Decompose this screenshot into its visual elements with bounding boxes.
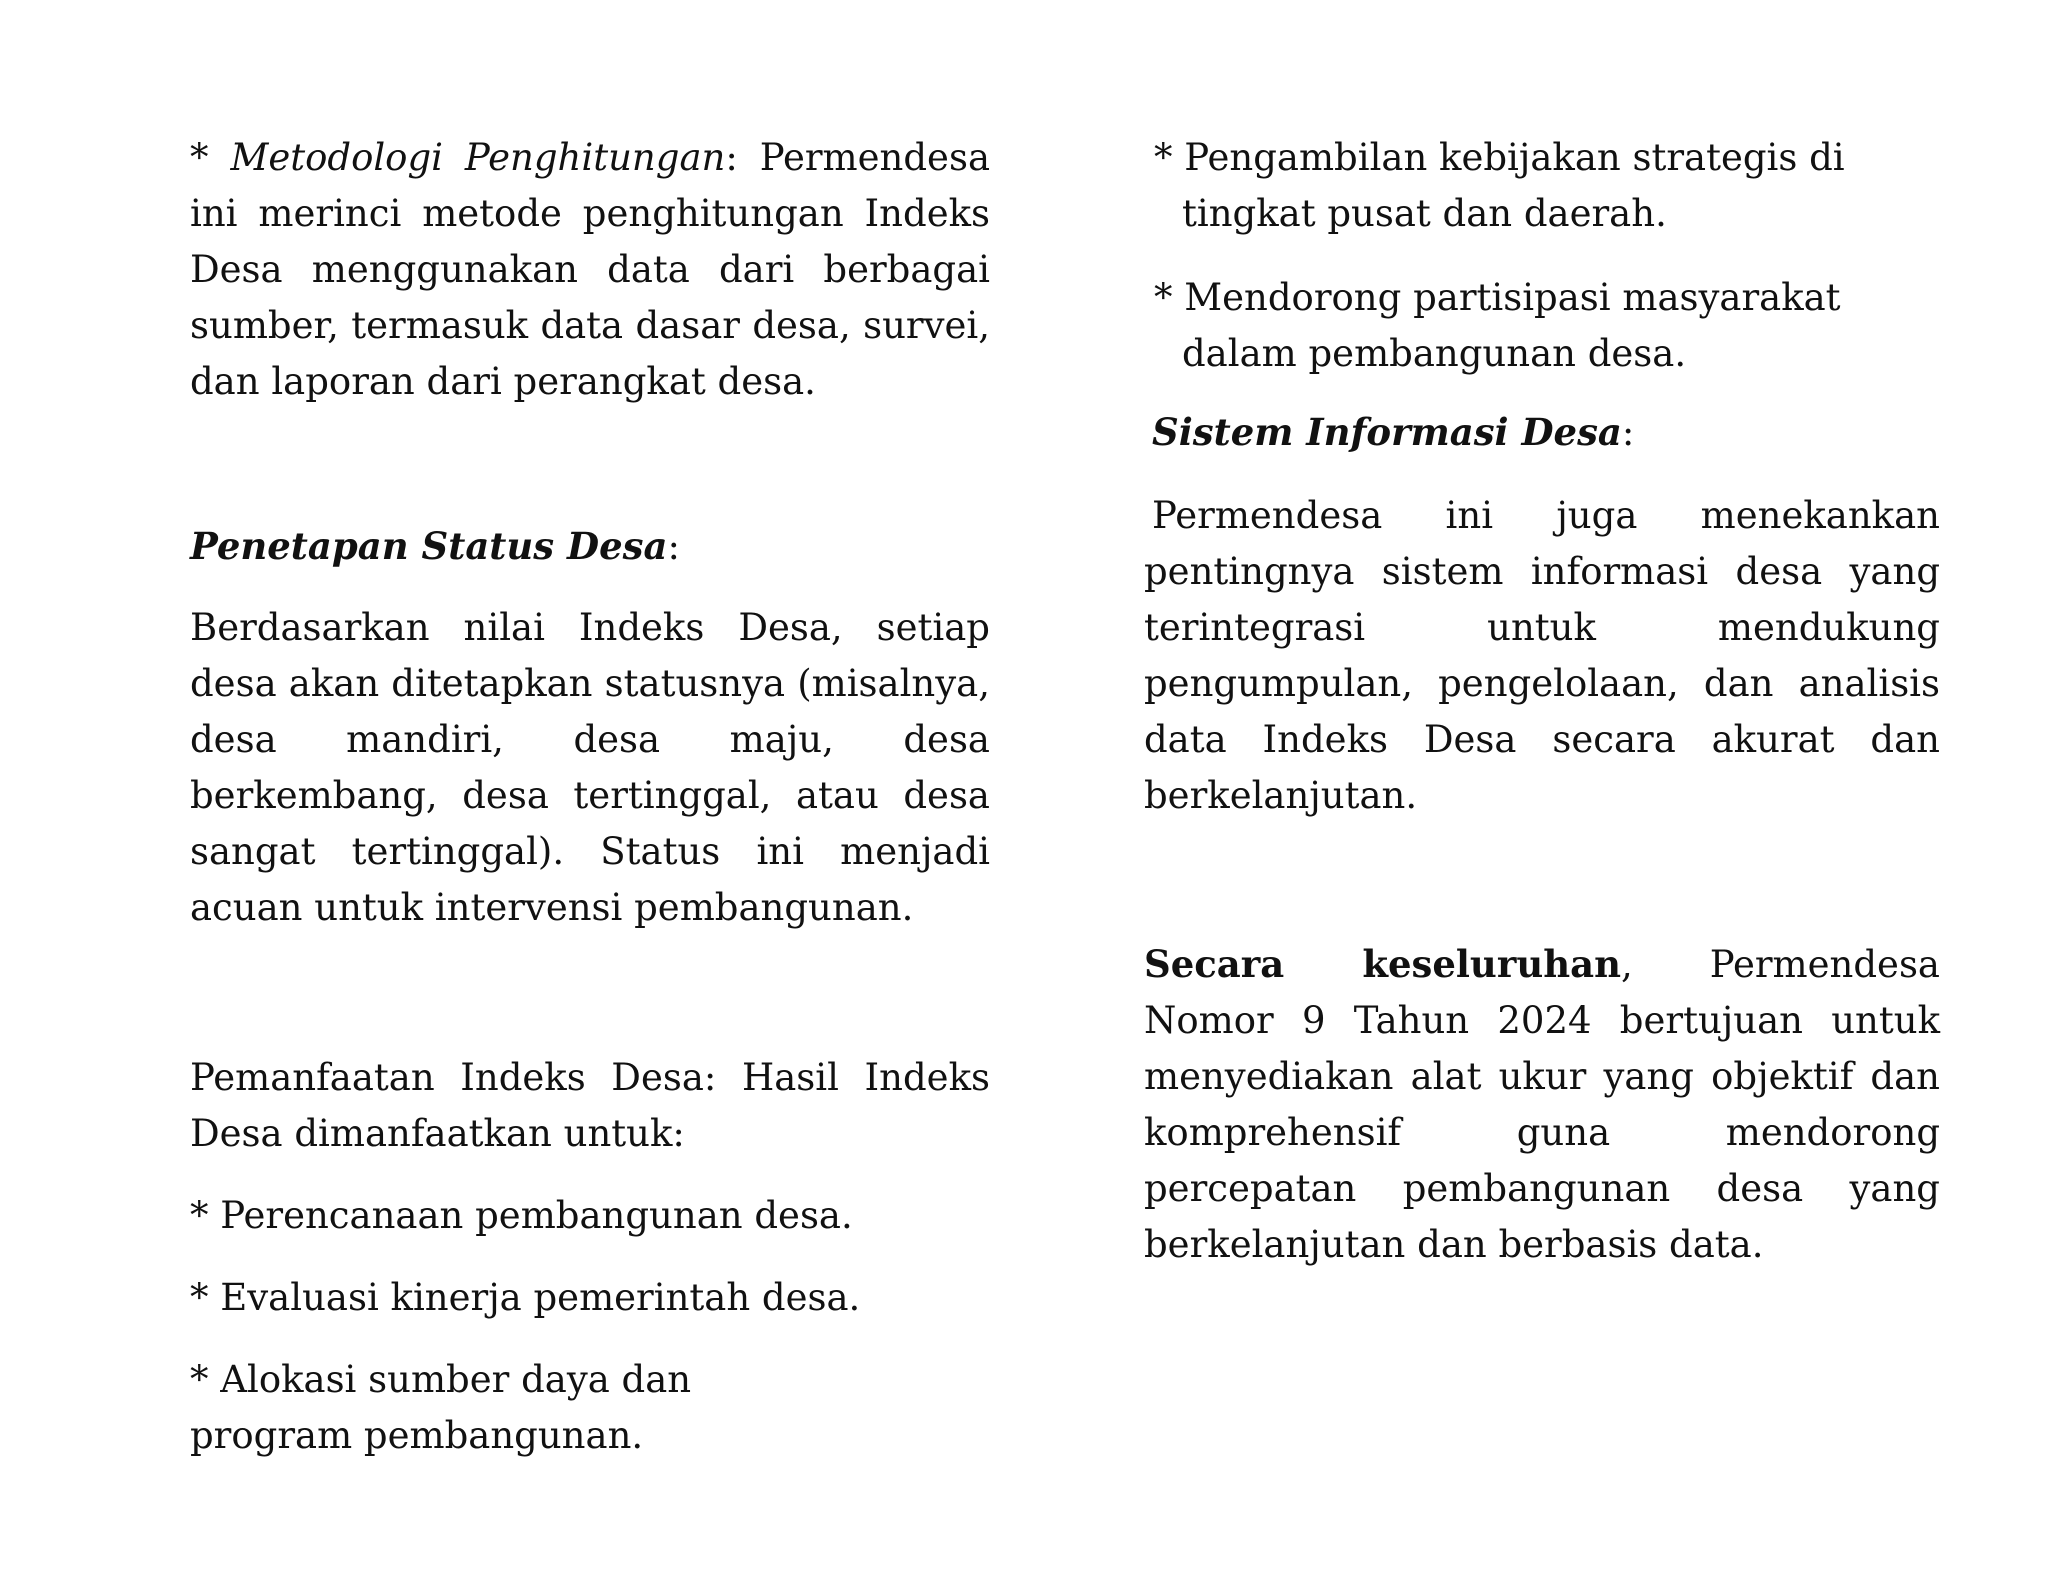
kesimpulan-lead: Secara keseluruhan xyxy=(1144,942,1621,986)
right-list-item: * Mendorong partisipasi masyarakat dalam pembangunan desa. xyxy=(1154,276,1841,375)
metodologi-text: : Permendesa ini merinci metode penghitungan Indeks Desa menggunakan data dari berbagai sumber, termasuk data dasar desa, survei, dan laporan dari perangkat desa. xyxy=(190,136,990,403)
sistem-heading-text: Sistem Informasi Desa xyxy=(1152,410,1622,454)
penetapan-heading-text: Penetapan Status Desa xyxy=(190,524,668,568)
pemanfaatan-paragraph: Pemanfaatan Indeks Desa: Hasil Indeks Desa dimanfaatkan untuk: xyxy=(190,1056,990,1155)
sistem-paragraph: Permendesa ini juga menekankan pentingnya sistem informasi desa yang terintegrasi untuk mendukung pengumpulan, pengelolaan, dan analisis data Indeks Desa secara akurat dan berkelanjutan. xyxy=(1144,494,1940,817)
right-list-item: * Pengambilan kebijakan strategis di tingkat pusat dan daerah. xyxy=(1154,136,1845,235)
penetapan-heading xyxy=(190,518,990,575)
metodologi-prefix: * xyxy=(190,136,231,179)
sistem-heading xyxy=(1144,404,1940,461)
kesimpulan-paragraph xyxy=(1144,936,1940,1273)
metodologi-paragraph xyxy=(190,130,990,410)
pemanfaatan-list-item: * Evaluasi kinerja pemerintah desa. xyxy=(190,1276,861,1319)
penetapan-paragraph: Berdasarkan nilai Indeks Desa, setiap desa akan ditetapkan statusnya (misalnya, desa mandiri, desa maju, desa berkembang, desa tertinggal, atau desa sangat tertinggal). Status ini menjadi acuan untuk intervensi pembangunan. xyxy=(190,606,990,929)
penetapan-heading-suffix: : xyxy=(667,525,680,568)
metodologi-term: Metodologi Penghitungan xyxy=(230,136,726,179)
sistem-heading-suffix: : xyxy=(1621,411,1635,454)
pemanfaatan-list-item: * Alokasi sumber daya dan program pembangunan. xyxy=(190,1358,692,1457)
kesimpulan-text: , Permendesa Nomor 9 Tahun 2024 bertujuan untuk menyediakan alat ukur yang objektif dan komprehensif guna mendorong percepatan pembangunan desa yang berkelanjutan dan berbasis data. xyxy=(1144,943,1940,1266)
pemanfaatan-list-item: * Perencanaan pembangunan desa. xyxy=(190,1194,853,1237)
